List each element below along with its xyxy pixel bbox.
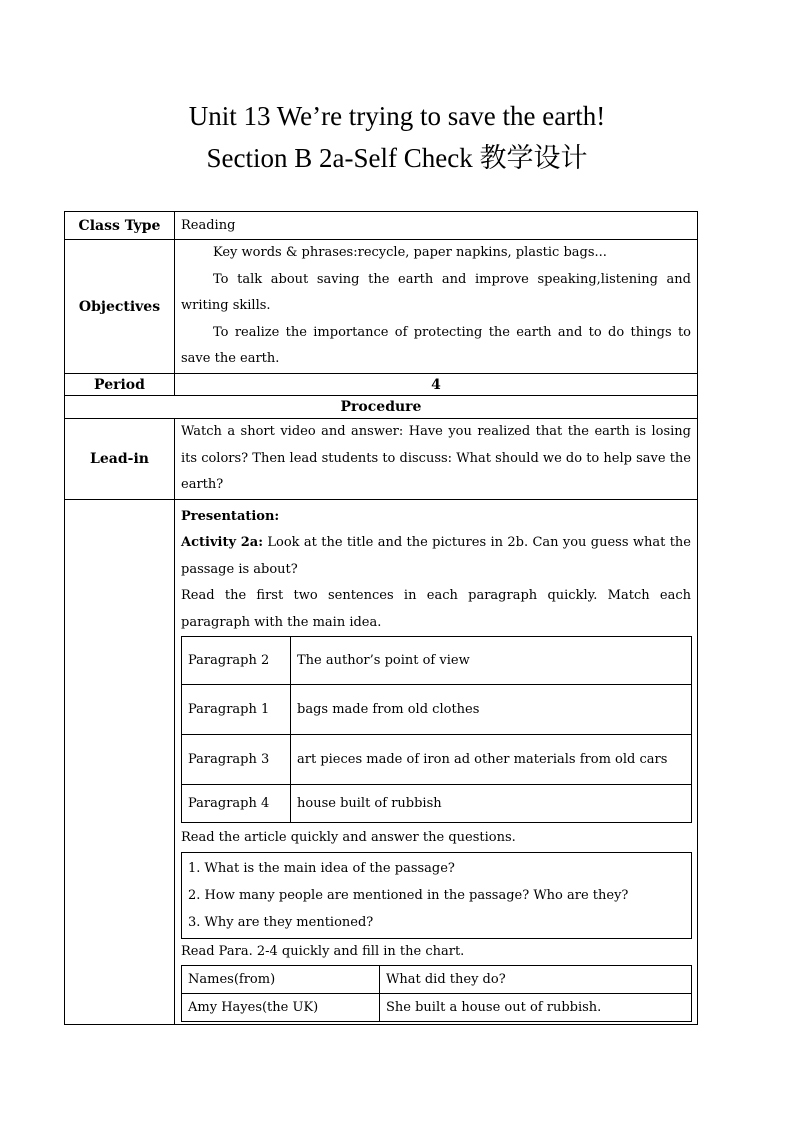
instruction-match: Read the first two sentences in each paragraph quickly. Match each paragraph with the main idea. [181, 588, 691, 630]
match-row [182, 637, 692, 685]
procedure-row [65, 396, 698, 419]
lead-in-cell [175, 419, 698, 500]
presentation-heading: Presentation: [181, 508, 280, 524]
lead-in-row [65, 419, 698, 500]
paragraph-idea: The author’s point of view [291, 637, 692, 685]
match-row [182, 785, 692, 823]
instruction-questions: Read the article quickly and answer the questions. [181, 830, 516, 845]
paragraph-label: Paragraph 1 [182, 685, 291, 735]
class-type-label: Class Type [65, 212, 175, 240]
match-row [182, 685, 692, 735]
objectives-label: Objectives [65, 240, 175, 374]
procedure-heading: Procedure [65, 396, 698, 419]
period-row [65, 374, 698, 396]
presentation-row [65, 499, 698, 1025]
presentation-cell [175, 499, 698, 1025]
class-type-value: Reading [175, 212, 698, 240]
question-item: 2. How many people are mentioned in the passage? Who are they? [188, 887, 629, 903]
match-table [181, 636, 692, 823]
paragraph-label: Paragraph 4 [182, 785, 291, 823]
activity-2a [181, 530, 691, 583]
objective-item: Key words & phrases:recycle, paper napkins, plastic bags... [213, 245, 607, 261]
period-label: Period [65, 374, 175, 396]
chart-header-names: Names(from) [182, 966, 380, 994]
match-row [182, 735, 692, 785]
period-value: 4 [175, 374, 698, 396]
doc-title-line1: Unit 13 We’re trying to save the earth! [188, 101, 606, 131]
chart-action: She built a house out of rubbish. [380, 994, 692, 1022]
paragraph-label: Paragraph 3 [182, 735, 291, 785]
chart-name: Amy Hayes(the UK) [182, 994, 380, 1022]
paragraph-idea: bags made from old clothes [291, 685, 692, 735]
class-type-row [65, 212, 698, 240]
lead-in-text: Watch a short video and answer: Have you realized that the earth is losing its colors? Then lead students to discuss: What should we do to help save the earth? [181, 424, 691, 492]
chart-header-row [182, 966, 692, 994]
objective-item: To realize the importance of protecting the earth and to do things to save the earth. [181, 324, 691, 367]
activity-2a-label: Activity 2a: [181, 535, 264, 550]
doc-title-line2: Section B 2a-Self Check 教学设计 [206, 143, 588, 173]
paragraph-idea: art pieces made of iron ad other materials from old cars [291, 735, 692, 785]
paragraph-idea: house built of rubbish [291, 785, 692, 823]
objectives-cell [175, 240, 698, 374]
instruction-chart: Read Para. 2-4 quickly and fill in the chart. [181, 943, 465, 959]
fill-chart-table [181, 965, 692, 1022]
chart-row [182, 994, 692, 1022]
activity-2a-text: Look at the title and the pictures in 2b. Can you guess what the passage is about? [181, 535, 691, 577]
objective-item: To talk about saving the earth and improve speaking,listening and writing skills. [181, 271, 691, 314]
lesson-plan-table [64, 211, 698, 1025]
paragraph-label: Paragraph 2 [182, 637, 291, 685]
question-item: 3. Why are they mentioned? [188, 914, 374, 930]
questions-box [181, 852, 692, 939]
objectives-row [65, 240, 698, 374]
lead-in-label: Lead-in [65, 419, 175, 500]
presentation-label-cell [65, 499, 175, 1025]
chart-header-action: What did they do? [380, 966, 692, 994]
question-item: 1. What is the main idea of the passage? [188, 860, 455, 876]
